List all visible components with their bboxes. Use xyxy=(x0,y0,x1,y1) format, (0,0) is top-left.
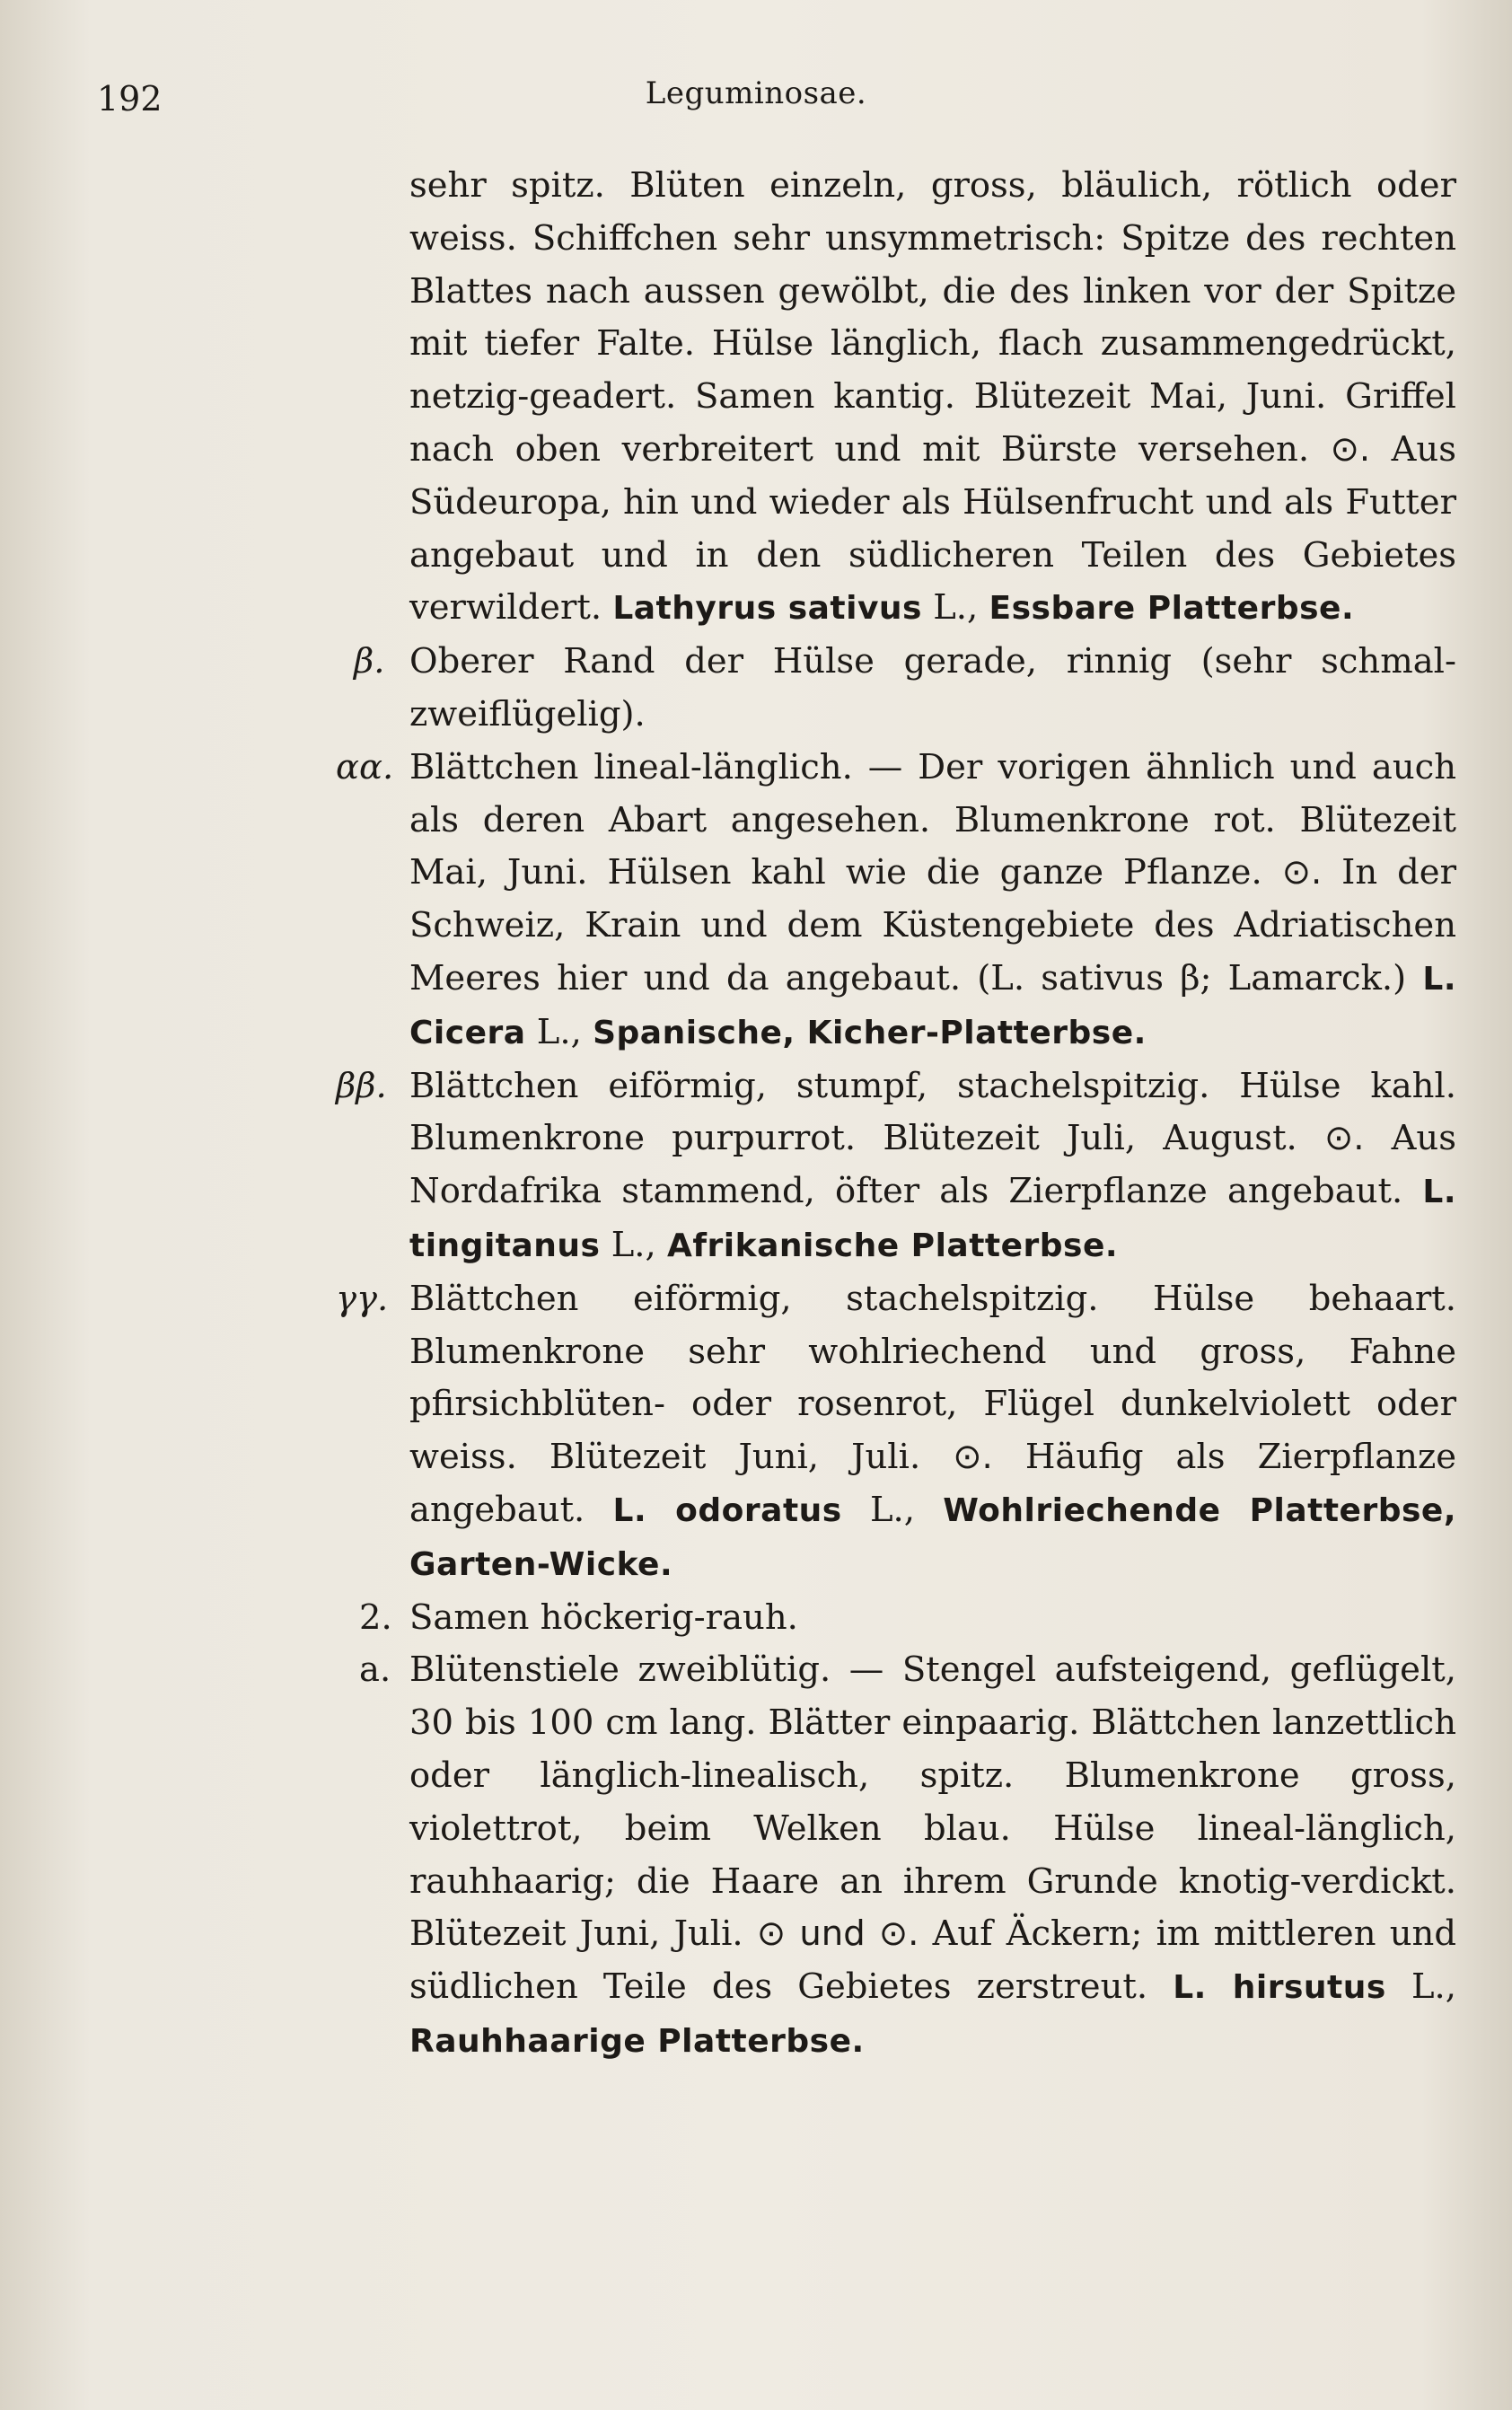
paragraph-text: Blättchen lineal-länglich. — Der vorigen ähnlich und auch als deren Abart angesehen. Blumenkrone rot. Blütezeit Mai, Juni. Hülsen kahl wie die ganze Pflanze. xyxy=(409,746,1456,893)
key-marker: ββ. xyxy=(336,1065,387,1106)
annual-symbol: ⊙. xyxy=(1281,852,1323,893)
common-name: Essbare Platterbse. xyxy=(989,590,1355,628)
common-name: Afrikanische Platterbse. xyxy=(667,1227,1119,1264)
key-marker: γγ. xyxy=(336,1278,389,1319)
annual-symbol: ⊙. xyxy=(1330,428,1371,470)
paragraph-text: Aus Nordafrika stammend, öfter als Zierpflanze angebaut. xyxy=(409,1118,1456,1212)
species-name: Lathyrus sativus xyxy=(612,590,922,628)
key-entry-2 xyxy=(359,1592,1456,1645)
paragraph-text: Blättchen eiförmig, stachelspitzig. Hülse behaart. Blumenkrone sehr wohlriechend und gross, Fahne pfirsichblüten- oder rosenrot, Flügel dunkelviolett oder weiss. Blütezeit Juni, Juli. xyxy=(409,1278,1456,1478)
key-marker: a. xyxy=(359,1649,391,1691)
paragraph-text: sehr spitz. Blüten einzeln, gross, bläulich, rötlich oder weiss. Schiffchen sehr unsymmetrisch: Spitze des rechten Blattes nach aussen gewölbt, die des linken vor der Spitze mit tiefer Falte. Hülse länglich, flach zusammengedrückt, netzig-geadert. Samen kantig. Blütezeit Mai, Juni. Griffel nach oben verbreitert und mit Bürste versehen. xyxy=(409,165,1456,470)
running-title: Leguminosae. xyxy=(645,75,867,111)
annual-symbol: ⊙. xyxy=(1323,1118,1365,1159)
common-name: Rauhhaarige Platterbse. xyxy=(409,2022,865,2060)
key-entry-a xyxy=(359,1644,1456,2068)
page-header xyxy=(0,68,1512,131)
key-marker: β. xyxy=(354,641,385,682)
paragraph-text: Häufig als Zierpflanze angebaut. xyxy=(409,1437,1457,1530)
paragraph-text: Blütenstiele zweiblütig. — Stengel aufsteigend, geflügelt, 30 bis 100 cm lang. Blätter einpaarig. Blättchen lanzettlich oder länglich-linealisch, spitz. Blumenkrone gross, violettrot, beim Welken blau. Hülse lineal-länglich, rauhhaarig; die Haare an ihrem Grunde knotig-verdickt. Blütezeit Juni, Juli. xyxy=(409,1649,1456,1955)
annual-symbol: ⊙. xyxy=(953,1437,993,1478)
paragraph-text: Blättchen eiförmig, stumpf, stachelspitzig. Hülse kahl. Blumenkrone purpurrot. Blütezeit Juli, August. xyxy=(409,1065,1456,1159)
main-text xyxy=(336,160,1457,2069)
species-name: L. tingitanus xyxy=(409,1174,1456,1264)
paragraph-text: In der Schweiz, Krain und dem Küstengebiete des Adriatischen Meeres hier und da angebaut. (L. sativus β; Lamarck.) xyxy=(409,852,1456,998)
common-name: Wohlriechende Platterbse, Garten-Wicke. xyxy=(409,1491,1456,1583)
key-marker: 2. xyxy=(359,1596,392,1638)
key-marker: αα. xyxy=(336,746,394,787)
paragraph-text: Aus Südeuropa, hin und wieder als Hülsenfrucht und als Futter angebaut und in den südlicheren Teilen des Gebietes verwildert. xyxy=(409,428,1456,629)
common-name: Spanische, Kicher-Platterbse. xyxy=(593,1014,1147,1051)
paragraph-text: Samen höckerig-rauh. xyxy=(409,1596,798,1638)
annual-biennial-symbol: ⊙ und ⊙. xyxy=(756,1913,919,1955)
intro-paragraph xyxy=(409,160,1456,636)
species-name: L. hirsutus xyxy=(1173,1969,1386,2007)
author-abbrev: L., xyxy=(841,1489,944,1530)
author-abbrev: L., xyxy=(1385,1966,1456,2008)
key-entry-beta xyxy=(354,636,1456,742)
species-name: L. Cicera xyxy=(409,960,1456,1051)
author-abbrev: L., xyxy=(922,587,989,629)
key-entry-bb xyxy=(336,1060,1456,1273)
paragraph-text: Oberer Rand der Hülse gerade, rinnig (sehr schmal-zweiflügelig). xyxy=(409,641,1456,734)
author-abbrev: L., xyxy=(600,1224,668,1265)
page-number: 192 xyxy=(97,79,163,119)
paragraph-text: Auf Äckern; im mittleren und südlichen Teile des Gebietes zerstreut. xyxy=(409,1913,1456,2008)
key-entry-gg xyxy=(336,1273,1457,1592)
author-abbrev: L., xyxy=(525,1011,593,1052)
species-name: L. odoratus xyxy=(612,1491,842,1529)
key-entry-aa xyxy=(336,742,1456,1060)
